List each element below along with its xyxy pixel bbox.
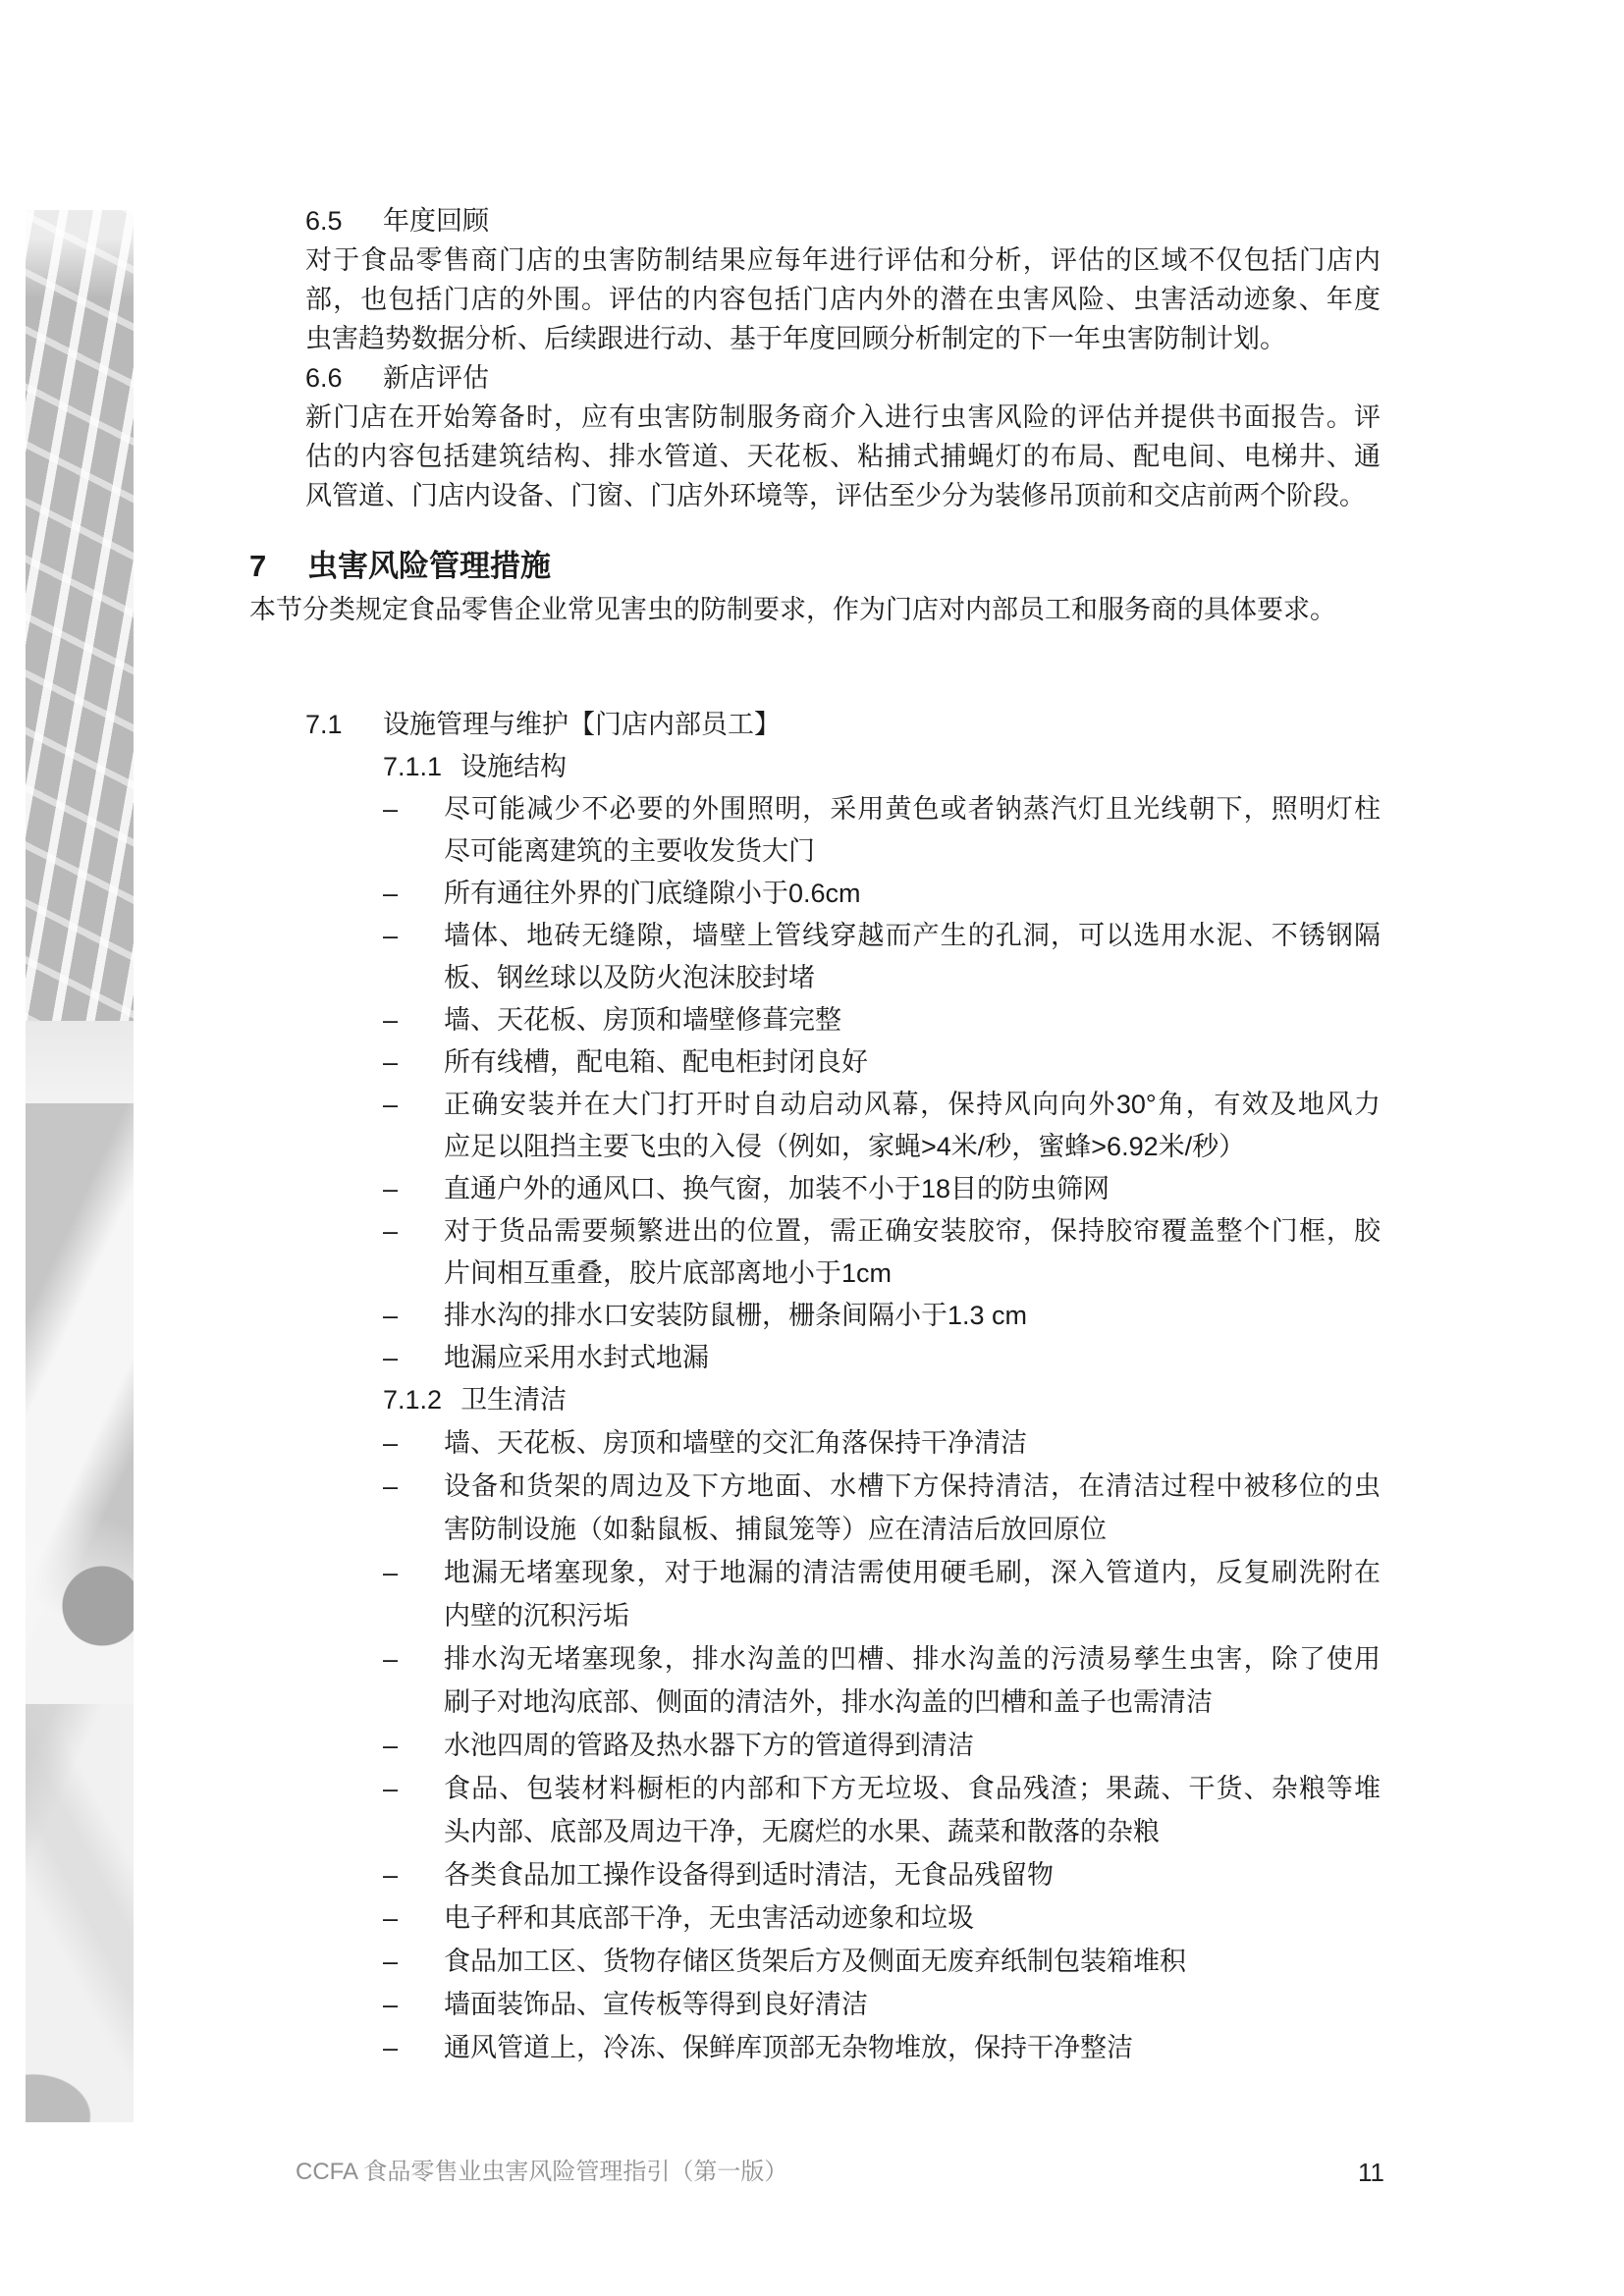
list-item-text: 板、钢丝球以及防火泡沫胶封堵 bbox=[444, 963, 815, 992]
page-number: 11 bbox=[1358, 2158, 1384, 2187]
list-item-text: 排水沟无堵塞现象，排水沟盖的凹槽、排水沟盖的污渍易孳生虫害，除了使用 bbox=[444, 1644, 1380, 1674]
list-item bbox=[383, 1724, 1380, 1767]
section-7-1-1-title: 设施结构 bbox=[460, 752, 568, 781]
bullet-continuation-indent bbox=[383, 1508, 444, 1551]
list-item bbox=[383, 1465, 1380, 1508]
cart-frame-and-wheel-image bbox=[26, 1103, 134, 1704]
bullet-dash: – bbox=[383, 1301, 399, 1330]
section-7-1-1-number: 7.1.1 bbox=[383, 752, 443, 781]
list-item-text: 所有线槽，配电箱、配电柜封闭良好 bbox=[444, 1047, 868, 1077]
paragraph-line: 对于食品零售商门店的虫害防制结果应每年进行评估和分析，评估的区域不仅包括门店内 bbox=[305, 245, 1380, 275]
list-item-continuation bbox=[383, 1508, 1380, 1551]
paragraph-line: 本节分类规定食品零售企业常见害虫的防制要求，作为门店对内部员工和服务商的具体要求。 bbox=[249, 595, 1336, 624]
bullet-continuation-indent bbox=[383, 1594, 444, 1637]
section-6-5-heading bbox=[305, 201, 1380, 240]
paragraph-line: 虫害趋势数据分析、后续跟进行动、基于年度回顾分析制定的下一年虫害防制计划。 bbox=[305, 324, 1286, 353]
cart-image-light-band bbox=[26, 1021, 134, 1103]
section-6-5-paragraph bbox=[305, 240, 1380, 358]
list-item bbox=[383, 1637, 1380, 1681]
list-item-text: 通风管道上，冷冻、保鲜库顶部无杂物堆放，保持干净整洁 bbox=[444, 2033, 1133, 2062]
list-item-text: 对于货品需要频繁进出的位置，需正确安装胶帘，保持胶帘覆盖整个门框，胶 bbox=[444, 1216, 1380, 1246]
list-item-text: 内壁的沉积污垢 bbox=[444, 1601, 629, 1630]
list-item-continuation bbox=[383, 1681, 1380, 1724]
list-item bbox=[383, 915, 1380, 957]
list-item-text: 排水沟的排水口安装防鼠栅，栅条间隔小于1.3 cm bbox=[444, 1301, 1028, 1330]
list-item-text: 电子秤和其底部干净，无虫害活动迹象和垃圾 bbox=[444, 1903, 974, 1933]
list-item bbox=[383, 1421, 1380, 1465]
list-item-continuation bbox=[383, 1253, 1380, 1295]
section-6-6-title: 新店评估 bbox=[383, 363, 489, 393]
bullet-dash: – bbox=[383, 1644, 399, 1674]
section-6-6-heading bbox=[305, 358, 1380, 398]
list-item bbox=[383, 873, 1380, 915]
bullet-continuation-indent bbox=[383, 1126, 444, 1168]
section-7-1-heading bbox=[305, 704, 1380, 746]
list-item-text: 地漏无堵塞现象，对于地漏的清洁需使用硬毛刷，深入管道内，反复刷洗附在 bbox=[444, 1558, 1380, 1587]
bullet-dash: – bbox=[383, 1860, 399, 1890]
list-item-text: 墙面装饰品、宣传板等得到良好清洁 bbox=[444, 1990, 868, 2019]
bullet-dash: – bbox=[383, 1731, 399, 1760]
list-item-text: 地漏应采用水封式地漏 bbox=[444, 1343, 709, 1372]
list-item bbox=[383, 1041, 1380, 1084]
list-item-text: 设备和货架的周边及下方地面、水槽下方保持清洁，在清洁过程中被移位的虫 bbox=[444, 1471, 1380, 1501]
list-item bbox=[383, 1295, 1380, 1337]
list-item-text: 尽可能减少不必要的外围照明，采用黄色或者钠蒸汽灯且光线朝下，照明灯柱 bbox=[444, 794, 1380, 824]
footer-document-title: CCFA 食品零售业虫害风险管理指引（第一版） bbox=[296, 2159, 788, 2185]
list-item-continuation bbox=[383, 1126, 1380, 1168]
bullet-dash: – bbox=[383, 1174, 399, 1203]
bullet-dash: – bbox=[383, 1903, 399, 1933]
bullet-continuation-indent bbox=[383, 1810, 444, 1853]
paragraph-line: 风管道、门店内设备、门窗、门店外环境等，评估至少分为装修吊顶前和交店前两个阶段。 bbox=[305, 481, 1366, 510]
list-item-continuation bbox=[383, 830, 1380, 873]
section-7-title: 虫害风险管理措施 bbox=[307, 549, 551, 583]
list-item bbox=[383, 1767, 1380, 1810]
list-item-text: 片间相互重叠，胶片底部离地小于1cm bbox=[444, 1258, 893, 1288]
section-7-heading bbox=[249, 543, 1380, 590]
list-item-text: 食品、包装材料橱柜的内部和下方无垃圾、食品残渣；果蔬、干货、杂粮等堆 bbox=[444, 1774, 1380, 1803]
list-item bbox=[383, 1168, 1380, 1210]
section-7-1-2-title: 卫生清洁 bbox=[460, 1385, 568, 1415]
bullet-dash: – bbox=[383, 1471, 399, 1501]
bullet-dash: – bbox=[383, 1428, 399, 1458]
bullet-dash: – bbox=[383, 1558, 399, 1587]
bullet-continuation-indent bbox=[383, 957, 444, 999]
section-7-1-2-number: 7.1.2 bbox=[383, 1385, 443, 1415]
list-item-text: 正确安装并在大门打开时自动启动风幕，保持风向向外30°角，有效及地风力 bbox=[444, 1090, 1380, 1119]
sanitation-cleaning-list bbox=[383, 1421, 1380, 2069]
list-item-text: 应足以阻挡主要飞虫的入侵（例如，家蝇>4米/秒，蜜蜂>6.92米/秒） bbox=[444, 1132, 1246, 1161]
bullet-dash: – bbox=[383, 1216, 399, 1246]
list-item bbox=[383, 999, 1380, 1041]
section-7-1-2-heading bbox=[383, 1379, 1380, 1421]
list-item bbox=[383, 1983, 1380, 2026]
bullet-continuation-indent bbox=[383, 1253, 444, 1295]
bullet-dash: – bbox=[383, 1047, 399, 1077]
section-6-5-number: 6.5 bbox=[305, 206, 343, 236]
bullet-continuation-indent bbox=[383, 830, 444, 873]
list-item bbox=[383, 1896, 1380, 1940]
list-item-text: 水池四周的管路及热水器下方的管道得到清洁 bbox=[444, 1731, 974, 1760]
bullet-dash: – bbox=[383, 1990, 399, 2019]
decorative-cart-photo bbox=[26, 210, 134, 2122]
list-item bbox=[383, 1551, 1380, 1594]
bullet-dash: – bbox=[383, 1005, 399, 1035]
list-item bbox=[383, 1940, 1380, 1983]
list-item-text: 食品加工区、货物存储区货架后方及侧面无废弃纸制包装箱堆积 bbox=[444, 1947, 1186, 1976]
bullet-dash: – bbox=[383, 1090, 399, 1119]
paragraph-line: 部，也包括门店的外围。评估的内容包括门店内外的潜在虫害风险、虫害活动迹象、年度 bbox=[305, 285, 1380, 314]
page-body bbox=[249, 201, 1380, 2069]
section-6-5-title: 年度回顾 bbox=[383, 206, 489, 236]
paragraph-line: 新门店在开始筹备时，应有虫害防制服务商介入进行虫害风险的评估并提供书面报告。评 bbox=[305, 402, 1380, 432]
bullet-dash: – bbox=[383, 1343, 399, 1372]
list-item-continuation bbox=[383, 957, 1380, 999]
list-item-text: 害防制设施（如黏鼠板、捕鼠笼等）应在清洁后放回原位 bbox=[444, 1515, 1107, 1544]
list-item-text: 各类食品加工操作设备得到适时清洁，无食品残留物 bbox=[444, 1860, 1054, 1890]
spacer bbox=[249, 629, 1380, 704]
list-item bbox=[383, 1210, 1380, 1253]
list-item bbox=[383, 1337, 1380, 1379]
facility-structure-list bbox=[383, 788, 1380, 1379]
cart-mesh-image-top bbox=[26, 210, 134, 1021]
list-item-text: 墙、天花板、房顶和墙壁的交汇角落保持干净清洁 bbox=[444, 1428, 1027, 1458]
list-item-text: 刷子对地沟底部、侧面的清洁外，排水沟盖的凹槽和盖子也需清洁 bbox=[444, 1687, 1213, 1717]
section-6-6-number: 6.6 bbox=[305, 363, 343, 393]
list-item-continuation bbox=[383, 1810, 1380, 1853]
section-7-1-title: 设施管理与维护【门店内部员工】 bbox=[383, 710, 781, 739]
list-item-text: 所有通往外界的门底缝隙小于0.6cm bbox=[444, 879, 861, 908]
bullet-continuation-indent bbox=[383, 1681, 444, 1724]
list-item bbox=[383, 1084, 1380, 1126]
section-7-paragraph bbox=[249, 590, 1380, 629]
list-item-text: 尽可能离建筑的主要收发货大门 bbox=[444, 836, 815, 866]
section-7-1-1-heading bbox=[383, 746, 1380, 788]
bullet-dash: – bbox=[383, 1774, 399, 1803]
section-7-1-number: 7.1 bbox=[305, 710, 343, 739]
section-6-6-paragraph bbox=[305, 398, 1380, 515]
bullet-dash: – bbox=[383, 2033, 399, 2062]
bullet-dash: – bbox=[383, 879, 399, 908]
section-7-number: 7 bbox=[249, 549, 267, 583]
paragraph-line: 估的内容包括建筑结构、排水管道、天花板、粘捕式捕蝇灯的布局、配电间、电梯井、通 bbox=[305, 442, 1380, 471]
bullet-dash: – bbox=[383, 1947, 399, 1976]
list-item-continuation bbox=[383, 1594, 1380, 1637]
cart-image-bottom bbox=[26, 1704, 134, 2122]
list-item-text: 直通户外的通风口、换气窗，加装不小于18目的防虫筛网 bbox=[444, 1174, 1110, 1203]
bullet-dash: – bbox=[383, 794, 399, 824]
list-item bbox=[383, 2026, 1380, 2069]
list-item-text: 墙体、地砖无缝隙，墙壁上管线穿越而产生的孔洞，可以选用水泥、不锈钢隔 bbox=[444, 921, 1380, 950]
bullet-dash: – bbox=[383, 921, 399, 950]
list-item-text: 墙、天花板、房顶和墙壁修葺完整 bbox=[444, 1005, 841, 1035]
list-item bbox=[383, 788, 1380, 830]
list-item bbox=[383, 1853, 1380, 1896]
list-item-text: 头内部、底部及周边干净，无腐烂的水果、蔬菜和散落的杂粮 bbox=[444, 1817, 1160, 1846]
